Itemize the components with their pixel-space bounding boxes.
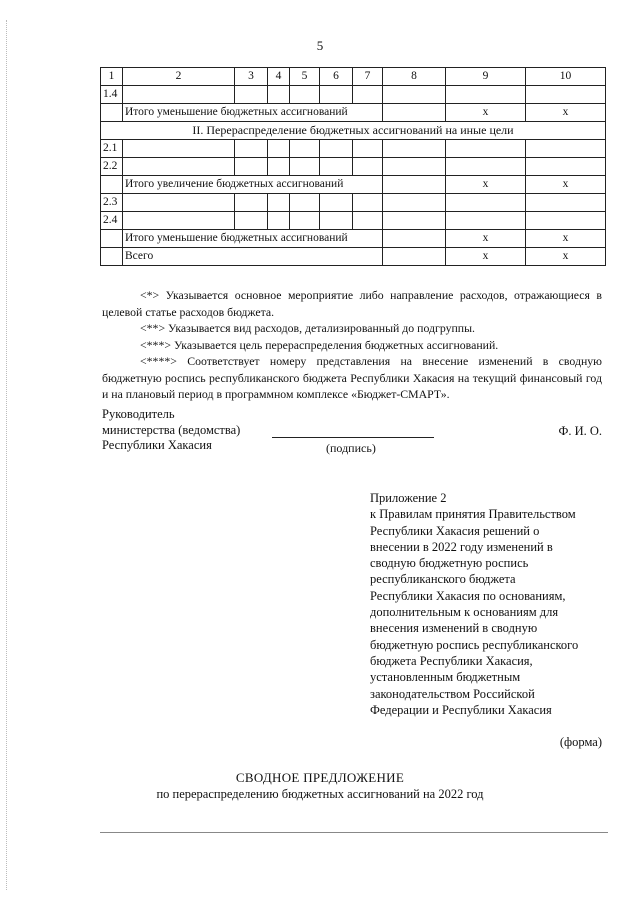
column-header: 4 xyxy=(268,68,290,86)
appendix-line: бюджета Республики Хакасия, xyxy=(370,653,533,668)
table-cell xyxy=(235,86,268,104)
signature-line-1: Руководитель xyxy=(102,407,175,421)
table-header-row xyxy=(101,68,606,86)
page-number: 5 xyxy=(316,38,324,53)
table-cell xyxy=(383,230,446,248)
row-number: 2.1 xyxy=(101,140,123,158)
table-cell xyxy=(320,194,353,212)
bottom-divider xyxy=(100,832,608,833)
column-header: 8 xyxy=(383,68,446,86)
total-col9: x xyxy=(446,176,526,194)
table-cell xyxy=(446,194,526,212)
table-cell xyxy=(320,140,353,158)
table-cell xyxy=(235,212,268,230)
appendix-line: бюджетную роспись республиканского xyxy=(370,637,579,652)
appendix-line: дополнительным к основаниям для xyxy=(370,605,559,620)
total-col10: x xyxy=(526,248,606,266)
table-cell xyxy=(320,86,353,104)
table-row xyxy=(101,194,606,212)
column-header: 2 xyxy=(123,68,235,86)
appendix-line: республиканского бюджета xyxy=(370,572,516,587)
table-cell xyxy=(123,158,235,176)
assignments-table xyxy=(100,67,606,266)
table-cell xyxy=(101,104,123,122)
table-row xyxy=(101,86,606,104)
table-cell xyxy=(353,158,383,176)
table-cell xyxy=(383,176,446,194)
row-number: 2.4 xyxy=(101,212,123,230)
table-cell xyxy=(526,158,606,176)
appendix-line: к Правилам принятия Правительством xyxy=(370,507,576,522)
table-cell xyxy=(526,140,606,158)
table-cell xyxy=(235,194,268,212)
table-row xyxy=(101,212,606,230)
section-title: II. Перераспределение бюджетных ассигнований на иные цели xyxy=(101,122,606,140)
document-title: СВОДНОЕ ПРЕДЛОЖЕНИЕ xyxy=(235,770,405,785)
footnote-3: <***> Указывается цель перераспределения бюджетных ассигнований. xyxy=(140,337,499,352)
total-col10: x xyxy=(526,104,606,122)
table-cell xyxy=(235,158,268,176)
table-cell xyxy=(290,140,320,158)
table-cell xyxy=(353,86,383,104)
table-cell xyxy=(101,176,123,194)
section-row xyxy=(101,122,606,140)
table-row xyxy=(101,158,606,176)
table-cell xyxy=(123,194,235,212)
row-number: 2.2 xyxy=(101,158,123,176)
table-cell xyxy=(320,212,353,230)
table-cell xyxy=(383,248,446,266)
table-cell xyxy=(101,230,123,248)
signature-fio: Ф. И. О. xyxy=(558,424,602,438)
appendix-block xyxy=(370,490,610,718)
signature-line-2: министерства (ведомства) xyxy=(102,422,241,437)
total-row xyxy=(101,176,606,194)
table-cell xyxy=(383,212,446,230)
appendix-line: Республики Хакасия решений о xyxy=(370,523,540,538)
signature-line-3: Республики Хакасия xyxy=(102,438,212,452)
binding-margin xyxy=(6,20,7,890)
table-cell xyxy=(123,212,235,230)
total-label: Всего xyxy=(123,248,383,266)
table-cell xyxy=(123,86,235,104)
table-cell xyxy=(383,158,446,176)
appendix-line: установленным бюджетным xyxy=(370,670,521,685)
appendix-line: законодательством Российской xyxy=(370,686,535,701)
appendix-line: Федерации и Республики Хакасия xyxy=(370,702,552,717)
column-header: 9 xyxy=(446,68,526,86)
table-cell xyxy=(383,194,446,212)
total-col9: x xyxy=(446,230,526,248)
table-cell xyxy=(383,86,446,104)
row-number: 2.3 xyxy=(101,194,123,212)
form-label: (форма) xyxy=(559,735,602,749)
total-row xyxy=(101,104,606,122)
total-row xyxy=(101,248,606,266)
table-cell xyxy=(383,140,446,158)
table-cell xyxy=(268,140,290,158)
total-label: Итого уменьшение бюджетных ассигнований xyxy=(123,230,383,248)
table-cell xyxy=(353,194,383,212)
column-header: 7 xyxy=(353,68,383,86)
total-col9: x xyxy=(446,248,526,266)
table-cell xyxy=(290,158,320,176)
table-cell xyxy=(446,140,526,158)
table-cell xyxy=(268,194,290,212)
table-cell xyxy=(268,212,290,230)
row-number: 1.4 xyxy=(101,86,123,104)
column-header: 3 xyxy=(235,68,268,86)
table-row xyxy=(101,140,606,158)
footnotes xyxy=(102,287,602,403)
table-cell xyxy=(290,86,320,104)
column-header: 5 xyxy=(290,68,320,86)
total-row xyxy=(101,230,606,248)
column-header: 10 xyxy=(526,68,606,86)
table-cell xyxy=(353,140,383,158)
table-cell xyxy=(268,158,290,176)
table-cell xyxy=(446,212,526,230)
table-cell xyxy=(320,158,353,176)
appendix-line: внесении в 2022 году изменений в xyxy=(370,539,553,554)
column-header: 1 xyxy=(101,68,123,86)
signature-underline xyxy=(272,437,434,438)
table-cell xyxy=(235,140,268,158)
table-cell xyxy=(353,212,383,230)
appendix-line: Приложение 2 xyxy=(370,491,447,505)
footnote-4: <****> Соответствует номеру представления на внесение изменений в сводную бюджетную роспись республиканского бюджета Республики Хакасия на текущий финансовый год и на плановый период в программном комплексе «Бюджет-СМАРТ». xyxy=(102,354,602,401)
footnote-1: <*> Указывается основное мероприятие либо направление расходов, отражающиеся в целевой статье расходов бюджета. xyxy=(102,288,602,319)
appendix-line: внесения изменений в сводную xyxy=(370,621,538,636)
table-cell xyxy=(268,86,290,104)
column-header: 6 xyxy=(320,68,353,86)
table-cell xyxy=(383,104,446,122)
table-cell xyxy=(526,212,606,230)
table-cell xyxy=(526,86,606,104)
signature-caption: (подпись) xyxy=(326,441,376,455)
table-cell xyxy=(446,86,526,104)
footnote-2: <**> Указывается вид расходов, детализированный до подгруппы. xyxy=(140,321,475,335)
table-cell xyxy=(101,248,123,266)
total-label: Итого уменьшение бюджетных ассигнований xyxy=(123,104,383,122)
appendix-line: Республики Хакасия по основаниям, xyxy=(370,588,566,603)
table-cell xyxy=(290,212,320,230)
table-cell xyxy=(290,194,320,212)
table-cell xyxy=(526,194,606,212)
document-subtitle: по перераспределению бюджетных ассигнований на 2022 год xyxy=(156,787,484,801)
total-col9: x xyxy=(446,104,526,122)
total-col10: x xyxy=(526,176,606,194)
appendix-line: сводную бюджетную роспись xyxy=(370,556,529,571)
table-cell xyxy=(446,158,526,176)
total-label: Итого увеличение бюджетных ассигнований xyxy=(123,176,383,194)
total-col10: x xyxy=(526,230,606,248)
table-cell xyxy=(123,140,235,158)
